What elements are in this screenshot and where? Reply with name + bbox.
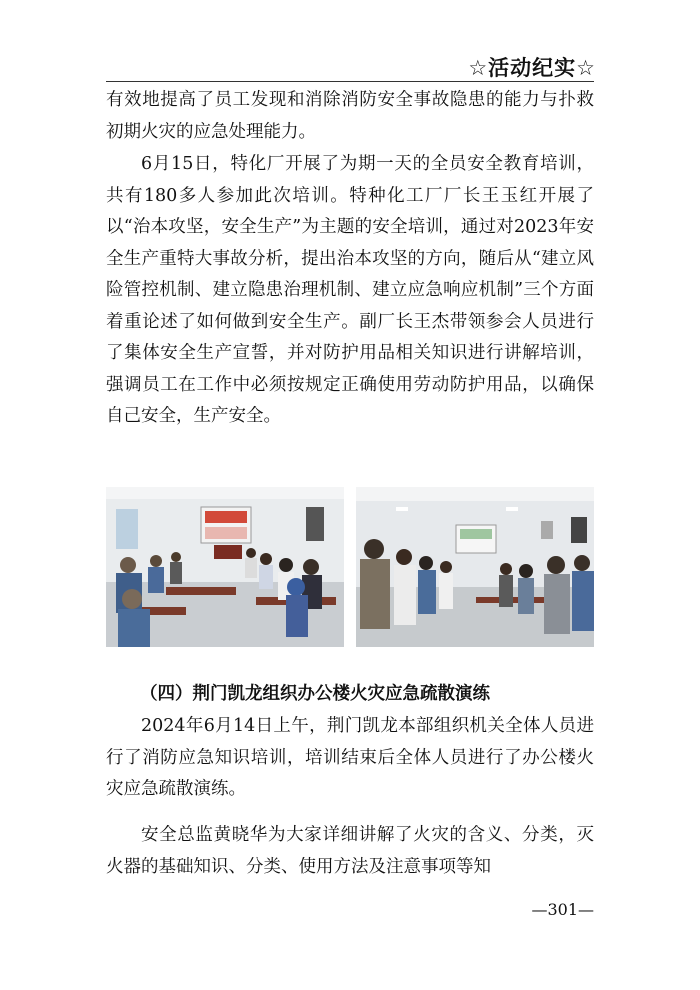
page-header-title: ☆活动纪实☆ bbox=[468, 56, 596, 80]
page-number: —301— bbox=[531, 900, 594, 919]
photo-row bbox=[106, 487, 594, 647]
paragraph-continued: 有效地提高了员工发现和消除消防安全事故隐患的能力与扑救初期火灾的应急处理能力。 bbox=[106, 90, 594, 142]
section-heading: （四）荆门凯龙组织办公楼火灾应急疏散演练 bbox=[140, 684, 490, 704]
training-photo-right bbox=[356, 487, 594, 647]
paragraph-drill: 2024年6月14日上午，荆门凯龙本部组织机关全体人员进行了消防应急知识培训，培训结束后全体人员进行了办公楼火灾应急疏散演练。 bbox=[106, 716, 594, 799]
paragraph-safety-training: 6月15日，特化厂开展了为期一天的全员安全教育培训，共有180多人参加此次培训。特种化工厂厂长王玉红开展了以“治本攻坚，安全生产”为主题的安全培训，通过对2023年安全生产重特大事故分析，提出治本攻坚的方向，随后从“建立风险管控机制、建立隐患治理机制、建立应急响应机制”三个方面着重论述了如何做到安全生产。副厂长王杰带领参会人员进行了集体安全生产宣誓，并对防护用品相关知识进行讲解培训，强调员工在工作中必须按规定正确使用劳动防护用品，以确保自己安全，生产安全。 bbox=[106, 154, 594, 426]
paragraph-director-lecture: 安全总监黄晓华为大家详细讲解了火灾的含义、分类，灭火器的基础知识、分类、使用方法及注意事项等知 bbox=[106, 825, 594, 877]
header-rule bbox=[106, 81, 594, 82]
training-photo-left bbox=[106, 487, 344, 647]
